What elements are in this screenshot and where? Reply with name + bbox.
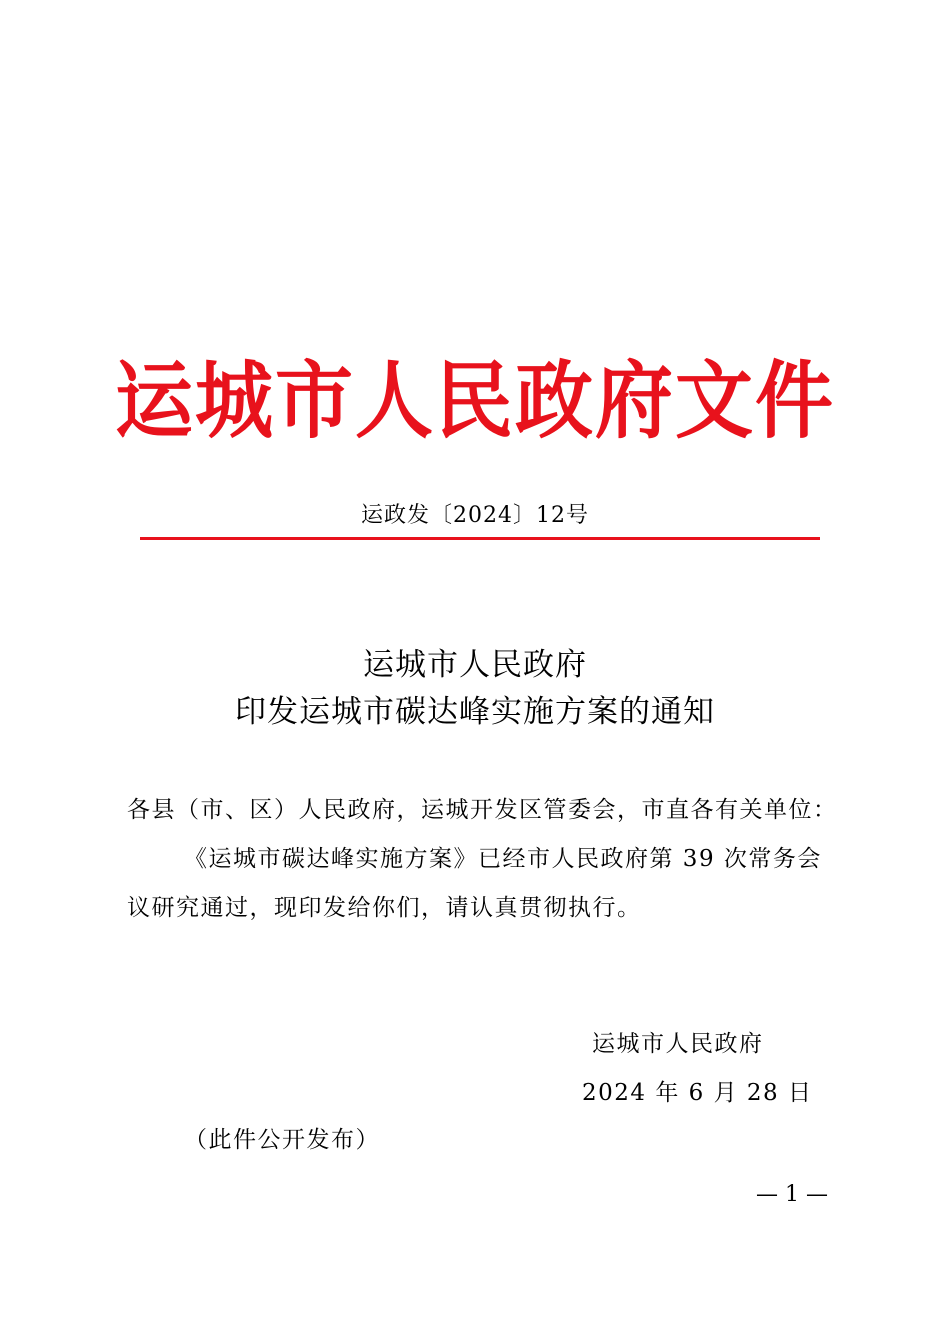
publication-note: （此件公开发布）: [184, 1127, 380, 1153]
salutation: 各县（市、区）人民政府，运城开发区管委会，市直各有关单位：: [127, 797, 838, 823]
notice-title-line-1: 运城市人民政府: [363, 647, 587, 683]
page-number: — 1 —: [756, 1182, 828, 1207]
document-number: 运政发〔2024〕12号: [361, 503, 589, 528]
notice-title-line-2: 印发运城市碳达峰实施方案的通知: [235, 694, 715, 730]
red-separator-line: [140, 537, 820, 540]
body-paragraph-line-1: 《运城市碳达峰实施方案》已经市人民政府第 39 次常务会: [184, 846, 822, 872]
issuer-signature: 运城市人民政府: [592, 1031, 764, 1057]
body-paragraph-line-2: 议研究通过，现印发给你们，请认真贯彻执行。: [127, 895, 642, 921]
masthead-title: 运城市人民政府文件: [114, 353, 835, 451]
issue-date: 2024 年 6 月 28 日: [582, 1080, 813, 1106]
